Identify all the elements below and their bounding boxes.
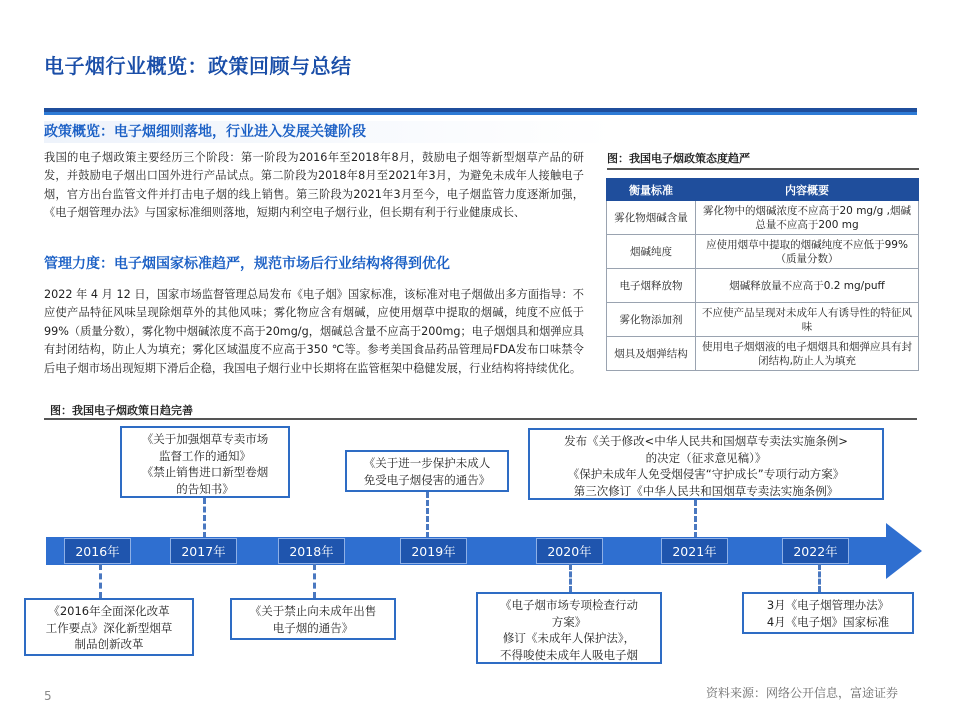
table-cell-value: 烟碱释放量不应高于0.2 mg/puff bbox=[696, 269, 919, 303]
table-cell-value: 不应使产品呈现对未成年人有诱导性的特征风味 bbox=[696, 303, 919, 337]
timeline-box-2017 bbox=[120, 426, 290, 498]
table-row bbox=[607, 303, 919, 337]
year-label-2017: 2017年 bbox=[170, 538, 237, 564]
table-cell-key: 烟具及烟弹结构 bbox=[607, 337, 696, 371]
connector-2016 bbox=[99, 564, 102, 598]
year-label-2022: 2022年 bbox=[782, 538, 849, 564]
timeline-box-2019 bbox=[345, 450, 509, 492]
table-title-rule bbox=[607, 168, 919, 170]
box-line: 《关于加强烟草专卖市场 bbox=[141, 432, 269, 446]
box-line: 第三次修订《中华人民共和国烟草专卖法实施条例》 bbox=[573, 483, 839, 498]
year-label-2019: 2019年 bbox=[400, 538, 467, 564]
timeline-box-2020 bbox=[476, 592, 662, 664]
box-line: 免受电子烟侵害的通告》 bbox=[363, 472, 491, 487]
box-line: 的决定（征求意见稿）》 bbox=[645, 450, 767, 465]
title-divider-accent bbox=[44, 112, 917, 115]
year-label-2021: 2021年 bbox=[661, 538, 728, 564]
table-row bbox=[607, 269, 919, 303]
timeline-box-2016 bbox=[24, 598, 194, 656]
table-cell-key: 雾化物添加剂 bbox=[607, 303, 696, 337]
table-cell-key: 烟碱纯度 bbox=[607, 235, 696, 269]
table-header-standard: 衡量标准 bbox=[607, 179, 696, 201]
box-line: 《保护未成年人免受烟侵害“守护成长”专项行动方案》 bbox=[567, 467, 845, 481]
box-line: 的告知书》 bbox=[176, 481, 234, 496]
box-line: 《关于进一步保护未成人 bbox=[363, 456, 491, 470]
source-note: 资料来源：网络公开信息，富途证券 bbox=[706, 686, 899, 700]
connector-2020 bbox=[569, 564, 572, 592]
box-line: 电子烟的通告》 bbox=[272, 620, 354, 635]
connector-2017 bbox=[203, 498, 206, 538]
timeline-arrow-head bbox=[886, 523, 922, 579]
box-line: 制品创新改革 bbox=[74, 637, 144, 651]
table-row bbox=[607, 337, 919, 371]
box-line: 不得唆使未成年人吸电子烟 bbox=[500, 647, 638, 662]
box-line: 3月《电子烟管理办法》 bbox=[766, 598, 890, 612]
year-label-2020: 2020年 bbox=[536, 538, 603, 564]
connector-2021 bbox=[694, 500, 697, 538]
table-header-summary: 内容概要 bbox=[696, 179, 919, 201]
connector-2019 bbox=[426, 492, 429, 538]
page-title: 电子烟行业概览：政策回顾与总结 bbox=[44, 54, 352, 78]
box-line: 修订《未成年人保护法》， bbox=[502, 631, 636, 645]
timeline-box-2022 bbox=[742, 592, 914, 634]
table-cell-value: 应使用烟草中提取的烟碱纯度不应低于99% （质量分数） bbox=[696, 235, 919, 269]
table-row bbox=[607, 235, 919, 269]
timeline-box-2021 bbox=[528, 428, 884, 500]
box-line: 工作要点》深化新型烟草 bbox=[45, 620, 173, 635]
timeline-title: 图：我国电子烟政策日趋完善 bbox=[50, 404, 193, 417]
table-cell-value: 使用电子烟烟液的电子烟烟具和烟弹应具有封闭结构,防止人为填充 bbox=[696, 337, 919, 371]
box-line: 《2016年全面深化改革 bbox=[48, 604, 170, 618]
year-label-2018: 2018年 bbox=[278, 538, 345, 564]
regulation-paragraph: 2022 年 4 月 12 日，国家市场监督管理总局发布《电子烟》国家标准，该标准对电子烟做出多方面指导：不应使产品特征风味呈现除烟草外的其他风味；雾化物应含有烟碱，应使用烟草中提取的烟碱，纯度不应低于99%（质量分数），雾化物中烟碱浓度不高于20mg/g，烟碱总含量不应高于200mg；电子烟烟具和烟弹应具有封闭结构，防止人为填充；雾化区域温度不应高于350 ℃等。参考美国食品药品管理局FDA发布口味禁令后电子烟市场出现短期下滑后企稳，我国电子烟行业中长期将在监管框架中稳健发展，行业结构将持续优化。 bbox=[44, 288, 584, 375]
table-cell-value: 雾化物中的烟碱浓度不应高于20 mg/g ,烟碱总量不应高于200 mg bbox=[696, 201, 919, 235]
table-title: 图：我国电子烟政策态度趋严 bbox=[607, 152, 750, 165]
table-cell-key: 雾化物烟碱含量 bbox=[607, 201, 696, 235]
box-line: 4月《电子烟》国家标准 bbox=[766, 614, 890, 629]
policy-table bbox=[606, 178, 919, 371]
year-label-2016: 2016年 bbox=[64, 538, 131, 564]
timeline-title-rule bbox=[44, 418, 917, 420]
box-line: 《关于禁止向未成年出售 bbox=[249, 604, 377, 618]
table-row bbox=[607, 201, 919, 235]
overview-paragraph: 我国的电子烟政策主要经历三个阶段：第一阶段为2016年至2018年8月，鼓励电子烟等新型烟草产品的研发，并鼓励电子烟出口国外进行产品试点。第二阶段为2018年8月至2021年3月，为避免未成年人接触电子烟，官方出台监管文件并打击电子烟的线上销售。第三阶段为2021年3月至今，电子烟监管力度逐渐加强，《电子烟管理办法》与国家标准细则落地，短期内利空电子烟行业，但长期有利于行业健康成长、 bbox=[44, 151, 584, 220]
table-cell-key: 电子烟释放物 bbox=[607, 269, 696, 303]
connector-2018 bbox=[313, 564, 316, 598]
connector-2022 bbox=[818, 564, 821, 592]
section-heading-overview: 政策概览：电子烟细则落地，行业进入发展关键阶段 bbox=[44, 121, 614, 143]
page-number: 5 bbox=[44, 689, 52, 703]
box-line: 监督工作的通知》 bbox=[159, 448, 251, 463]
section-heading-regulation: 管理力度：电子烟国家标准趋严，规范市场后行业结构将得到优化 bbox=[44, 256, 450, 272]
box-line: 《电子烟市场专项检查行动 bbox=[500, 598, 638, 612]
timeline-box-2018 bbox=[230, 598, 396, 640]
box-line: 《禁止销售进口新型卷烟 bbox=[141, 465, 269, 479]
box-line: 方案》 bbox=[551, 614, 587, 629]
box-line: 发布《关于修改<中华人民共和国烟草专卖法实施条例> bbox=[564, 434, 848, 448]
